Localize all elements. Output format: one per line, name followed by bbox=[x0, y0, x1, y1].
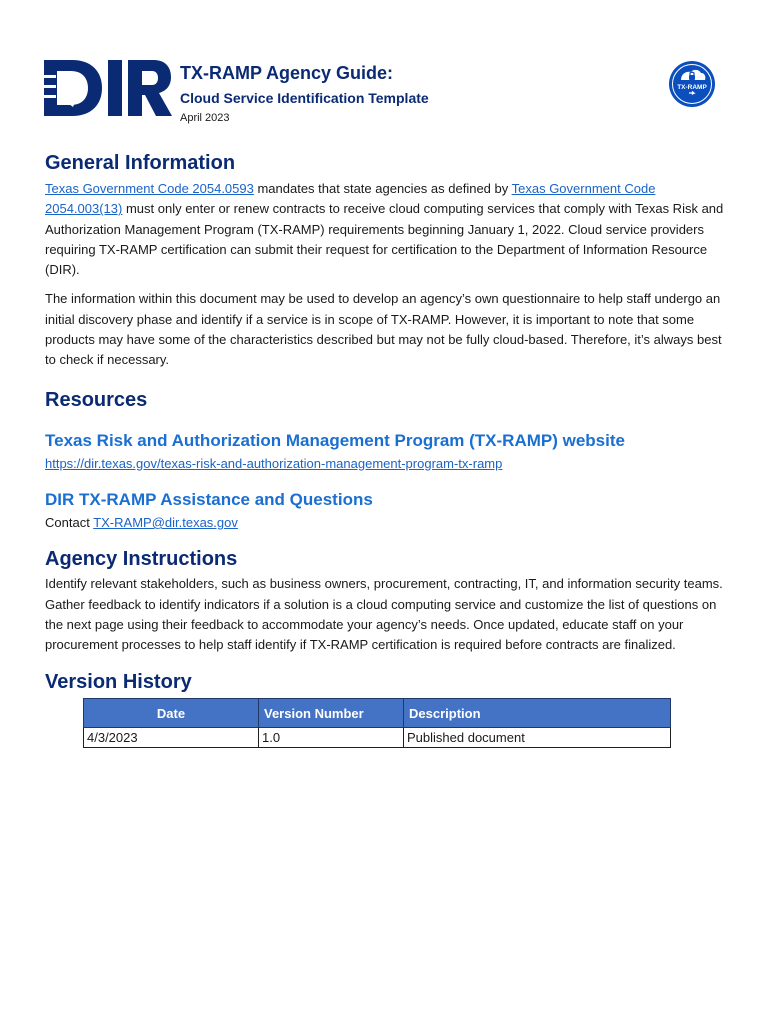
general-information-heading: General Information bbox=[45, 152, 236, 174]
document-subtitle: Cloud Service Identification Template bbox=[180, 90, 429, 106]
contact-email-link[interactable]: TX-RAMP@dir.texas.gov bbox=[93, 514, 238, 530]
cell-date: 4/3/2023 bbox=[84, 728, 259, 748]
document-title: TX-RAMP Agency Guide: bbox=[180, 63, 394, 83]
resources-heading: Resources bbox=[45, 388, 148, 411]
agency-instructions-text: Identify relevant stakeholders, such as business owners, procurement, contracting, IT, and information security teams. Gather feedback to identify indicators if a solution is a cloud computing service and customize the list of questions on the next page using their feedback to accommodate your agency’s needs. Once updated, educate staff on your procurement processes to help staff identify if TX-RAMP certification is required before contracts are finalized. bbox=[45, 576, 723, 653]
contact-line bbox=[45, 513, 725, 533]
gov-code-2054-0593-link[interactable]: Texas Government Code 2054.0593 bbox=[45, 181, 254, 196]
tx-ramp-website-line bbox=[45, 454, 725, 474]
document-date: April 2023 bbox=[180, 112, 230, 124]
contact-label: Contact bbox=[45, 514, 94, 530]
general-paragraph-1 bbox=[45, 179, 725, 280]
paragraph-text: mandates that state agencies as defined by bbox=[253, 181, 512, 196]
table-row bbox=[84, 728, 671, 748]
paragraph-text: must only enter or renew contracts to receive cloud computing services that comply with Texas Risk and Authorization Management Program (TX-RAMP) requirements beginning January 1, 2022. Cloud service providers requiring TX-RAMP certification can submit their request for certification to the Department of Information Resource (DIR). bbox=[45, 201, 724, 278]
tx-ramp-badge-icon bbox=[668, 60, 716, 108]
gov-code-2054-003-link[interactable]: Texas Government Code 2054.003(13) bbox=[45, 181, 656, 217]
cell-version: 1.0 bbox=[259, 728, 404, 748]
cell-description: Published document bbox=[404, 728, 671, 748]
general-paragraph-2: The information within this document may be used to develop an agency’s own questionnaire to help staff undergo an initial discovery phase and identify if a service is in scope of TX-RAMP. However, it is important to note that some products may have some of the characteristics described but may not be fully cloud-based. Therefore, it’s always best to check if necessary. bbox=[45, 291, 722, 368]
assistance-heading: DIR TX-RAMP Assistance and Questions bbox=[45, 489, 373, 509]
version-history-table bbox=[83, 698, 671, 748]
badge-label: TX-RAMP bbox=[677, 84, 707, 91]
title-block bbox=[180, 62, 429, 126]
dir-logo bbox=[44, 60, 172, 116]
tx-ramp-website-heading: Texas Risk and Authorization Management Program (TX-RAMP) website bbox=[45, 430, 625, 450]
column-header-date: Date bbox=[84, 699, 259, 728]
tx-ramp-website-link[interactable]: https://dir.texas.gov/texas-risk-and-authorization-management-program-tx-ramp bbox=[45, 455, 503, 471]
version-history-heading: Version History bbox=[45, 671, 192, 694]
document-body bbox=[45, 150, 725, 748]
agency-instructions-heading: Agency Instructions bbox=[45, 548, 238, 571]
document-header bbox=[44, 58, 724, 128]
column-header-version: Version Number bbox=[259, 699, 404, 728]
table-header-row bbox=[84, 699, 671, 728]
column-header-description: Description bbox=[404, 699, 671, 728]
